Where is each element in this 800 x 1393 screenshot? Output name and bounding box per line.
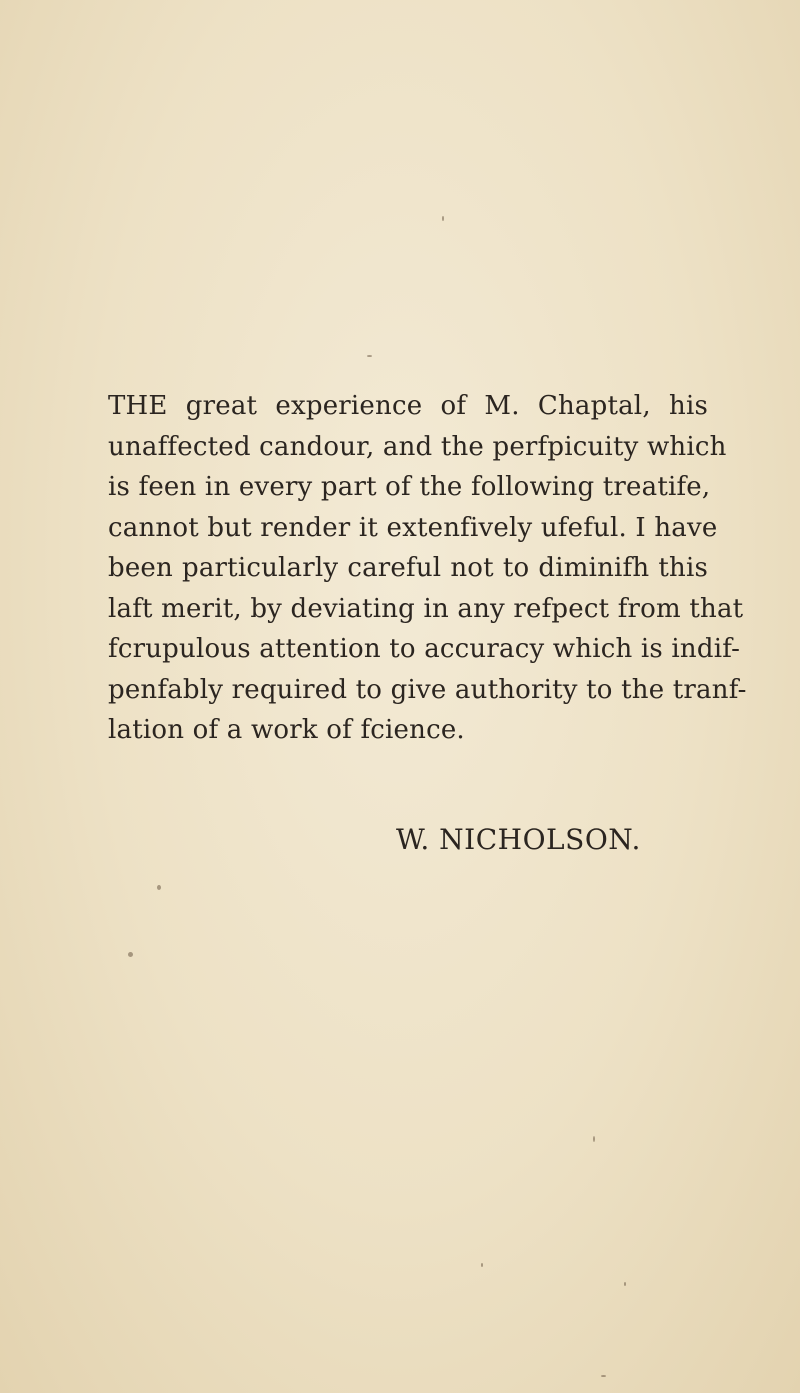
paper-speck: [624, 1282, 626, 1286]
paper-speck: [481, 1263, 483, 1267]
paragraph-line-5: been particularly careful not to diminifh this: [108, 553, 708, 583]
paragraph-line-1: THE great experience of M. Chaptal, his: [108, 391, 708, 421]
signature: W. NICHOLSON.: [396, 823, 641, 856]
paragraph-line-8: penfably required to give authority to the tranf-: [108, 674, 747, 705]
paragraph-line-7: fcrupulous attention to accuracy which is indif-: [108, 634, 741, 664]
paragraph-line-3: is feen in every part of the following treatife,: [108, 472, 711, 502]
paper-speck: [128, 952, 133, 957]
paper-speck: [442, 216, 444, 221]
paragraph-line-4: cannot but render it extenfively ufeful. I have: [108, 512, 718, 543]
paragraph-line-6: laft merit, by deviating in any refpect from that: [108, 593, 744, 624]
paragraph-line-2: unaffected candour, and the perfpicuity which: [108, 431, 727, 462]
paper-speck: [367, 355, 372, 357]
paper-speck: [157, 885, 161, 890]
preface-paragraph: [108, 386, 747, 751]
paper-speck: [593, 1136, 595, 1142]
paragraph-line-9: lation of a work of fcience.: [108, 715, 465, 745]
paper-speck: [601, 1375, 606, 1377]
